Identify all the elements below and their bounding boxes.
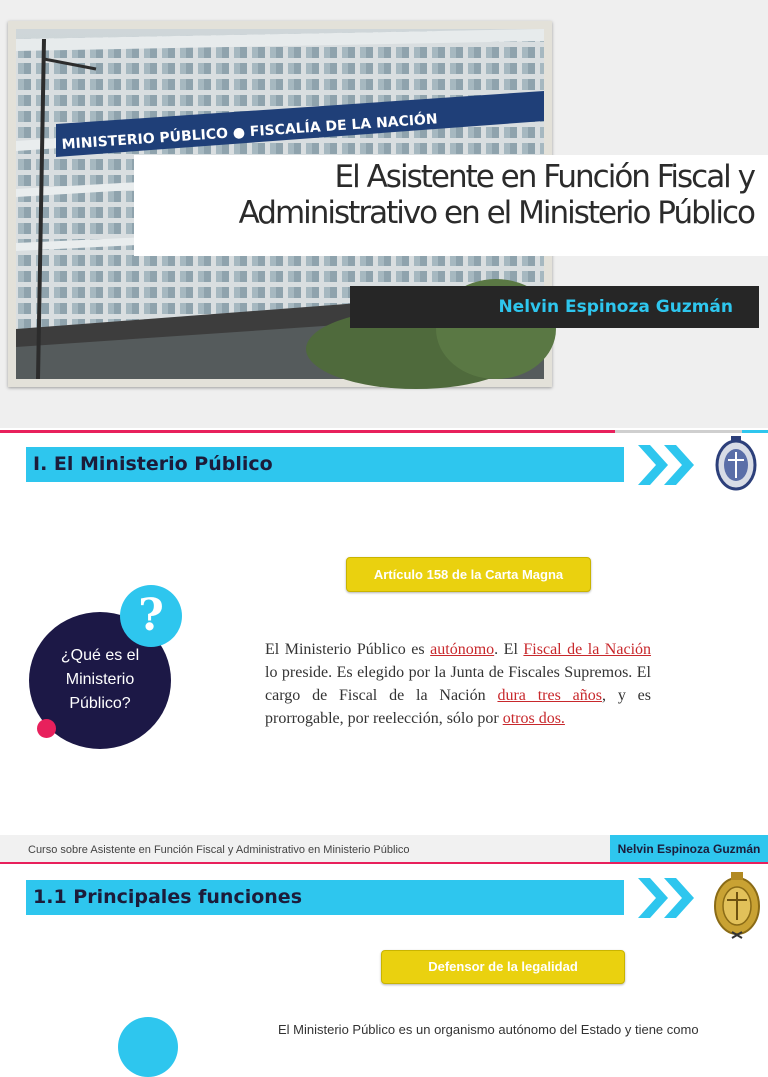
question-text — [29, 644, 171, 716]
question-line-2: Ministerio — [65, 671, 135, 688]
legalidad-badge: Defensor de la legalidad — [381, 950, 625, 984]
article-158-badge: Artículo 158 de la Carta Magna — [346, 557, 591, 592]
pink-accent-dot — [37, 719, 56, 738]
para-text-3: lo preside. Es elegido por la Junta de Fiscales Supremos. El cargo de Fiscal de la Nación — [265, 664, 651, 704]
chevron-double-right-icon — [638, 878, 700, 918]
question-mark-icon: ? — [120, 585, 182, 647]
cover-author: Nelvin Espinoza Guzmán — [498, 297, 733, 317]
link-fiscal-de-la-nacion[interactable]: Fiscal de la Nación — [523, 641, 652, 658]
slide-footer — [0, 835, 768, 864]
gold-badge-emblem-icon — [712, 868, 762, 938]
section-title-bar — [26, 880, 624, 915]
cover-title-line-1: El Asistente en Función Fiscal y — [334, 159, 754, 195]
link-otros-dos[interactable]: otros dos. — [502, 710, 565, 727]
cover-title-box — [134, 155, 768, 256]
definition-paragraph — [265, 638, 651, 730]
cover-title-line-2: Administrativo en el Ministerio Público — [238, 195, 754, 231]
cover-author-bar — [350, 286, 759, 328]
top-accent-line-cyan — [742, 430, 768, 433]
para-text-2: . El — [494, 641, 524, 658]
cover-title — [239, 159, 754, 231]
slide-principales-funciones — [0, 864, 768, 1037]
photo-signage-text: MINISTERIO PÚBLICO ● FISCALÍA DE LA NACIÓN — [61, 111, 439, 153]
section-title: 1.1 Principales funciones — [33, 886, 302, 908]
functions-paragraph: El Ministerio Público es un organismo autónomo del Estado y tiene como — [278, 1022, 699, 1037]
link-autonomo[interactable]: autónomo — [430, 641, 495, 658]
cover-slide — [0, 0, 768, 428]
top-accent-line-gray — [615, 430, 742, 433]
section-title: I. El Ministerio Público — [33, 453, 273, 475]
para-text-1: El Ministerio Público es — [265, 641, 431, 658]
slide-ministerio-publico — [0, 428, 768, 864]
chevron-double-right-icon — [638, 445, 700, 485]
link-dura-tres-anos[interactable]: dura tres años — [497, 687, 602, 704]
section-title-bar — [26, 447, 624, 482]
ministry-emblem-icon — [714, 434, 758, 492]
para-text-4: , y es prorrogable, por reelección, sólo por — [265, 687, 652, 727]
footer-author: Nelvin Espinoza Guzmán — [610, 835, 768, 864]
question-line-1: ¿Qué es el — [60, 647, 140, 664]
question-bubble-partial — [118, 1017, 178, 1077]
question-line-3: Público? — [69, 695, 131, 712]
footer-course-title: Curso sobre Asistente en Función Fiscal y Administrativo en Ministerio Público — [28, 844, 410, 856]
top-accent-line-red — [0, 430, 615, 433]
